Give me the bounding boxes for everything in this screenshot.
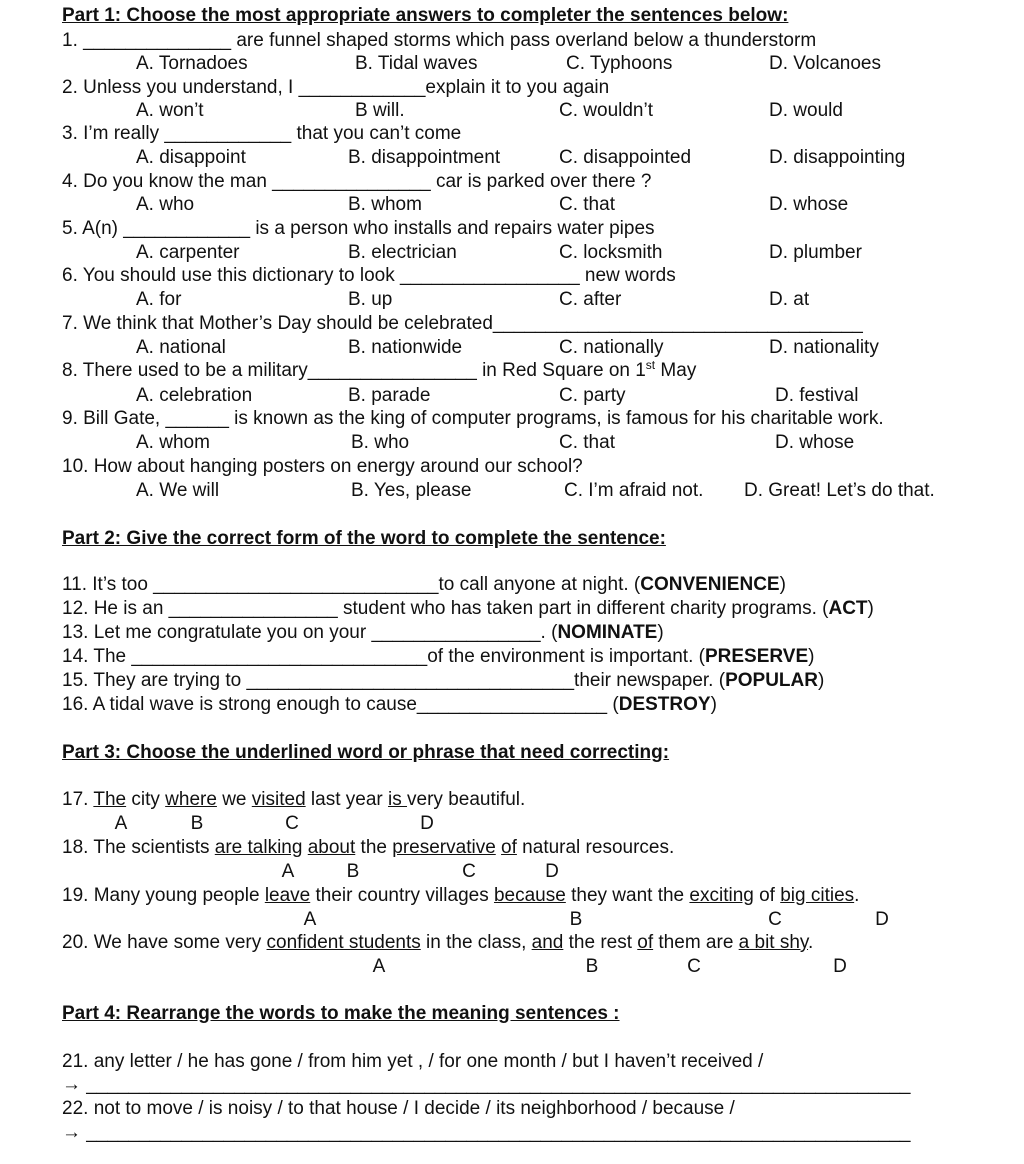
q7-option-c[interactable]: C. nationally	[559, 337, 664, 358]
q3-option-c[interactable]: C. disappointed	[559, 147, 692, 168]
q20-underline-c[interactable]: of	[637, 932, 654, 953]
q20-text-4: .	[808, 932, 814, 953]
q9-option-c[interactable]: C. that	[559, 432, 615, 453]
q11-close: )	[779, 574, 786, 595]
question-18	[62, 838, 674, 857]
q20-underline-a[interactable]: confident students	[266, 932, 421, 953]
q6-option-b[interactable]: B. up	[348, 289, 393, 310]
question-13	[62, 623, 664, 642]
q7-option-a[interactable]: A. national	[136, 337, 226, 358]
q14-root-word: PRESERVE	[704, 646, 809, 667]
q18-text-2: the	[355, 837, 393, 858]
q19-text-1: their country villages	[310, 885, 494, 906]
q1-option-b[interactable]: B. Tidal waves	[355, 53, 478, 74]
q4-option-c[interactable]: C. that	[559, 194, 615, 215]
q17-letter-a: A	[114, 813, 128, 834]
q19-text-4: .	[854, 885, 860, 906]
q18-letter-d: D	[545, 861, 559, 882]
q20-text-1: in the class,	[420, 932, 532, 953]
q19-letter-c: C	[768, 909, 782, 930]
q8-stem-text: 8. There used to be a military________________ in Red Square on 1	[62, 360, 646, 381]
q18-underline-b[interactable]: about	[307, 837, 356, 858]
q17-text-3: last year	[305, 789, 389, 810]
question-10-stem: 10. How about hanging posters on energy around our school?	[62, 456, 583, 477]
question-6-stem: 6. You should use this dictionary to look _________________ new words	[62, 265, 676, 286]
q17-underline-c[interactable]: visited	[251, 789, 306, 810]
q11-root-word: CONVENIENCE	[640, 574, 780, 595]
q20-letter-a: A	[372, 956, 386, 977]
q20-letter-c: C	[687, 956, 701, 977]
q22-blank[interactable]: ______________________________________________________________________________	[86, 1122, 911, 1143]
part2-heading: Part 2: Give the correct form of the word to complete the sentence:	[62, 528, 666, 549]
q18-number: 18. The scientists	[62, 837, 215, 858]
q4-option-b[interactable]: B. whom	[348, 194, 422, 215]
part3-heading: Part 3: Choose the underlined word or phrase that need correcting:	[62, 742, 670, 763]
q4-option-a[interactable]: A. who	[136, 194, 195, 215]
question-14	[62, 647, 814, 666]
q1-option-a[interactable]: A. Tornadoes	[136, 53, 248, 74]
q13-root-word: NOMINATE	[557, 622, 658, 643]
q7-option-d[interactable]: D. nationality	[769, 337, 879, 358]
q21-answer-line[interactable]	[62, 1075, 911, 1094]
q15-close: )	[817, 670, 825, 691]
q19-text-2: they want the	[565, 885, 690, 906]
q3-option-b[interactable]: B. disappointment	[348, 147, 501, 168]
question-7-stem: 7. We think that Mother’s Day should be celebrated___________________________________	[62, 313, 863, 334]
q17-letter-d: D	[420, 813, 434, 834]
q1-option-d[interactable]: D. Volcanoes	[769, 53, 881, 74]
q4-option-d[interactable]: D. whose	[769, 194, 849, 215]
q15-root-word: POPULAR	[725, 670, 818, 691]
question-20	[62, 933, 813, 952]
q22-answer-line[interactable]	[62, 1123, 911, 1142]
q19-underline-c[interactable]: exciting	[689, 885, 754, 906]
q5-option-d[interactable]: D. plumber	[769, 242, 862, 263]
q9-option-d[interactable]: D. whose	[775, 432, 855, 453]
question-5-stem: 5. A(n) ____________ is a person who installs and repairs water pipes	[62, 218, 655, 239]
q10-option-c[interactable]: C. I’m afraid not.	[564, 480, 704, 501]
q6-option-c[interactable]: C. after	[559, 289, 622, 310]
q5-option-c[interactable]: C. locksmith	[559, 242, 663, 263]
q12-text: 12. He is an ________________ student who has taken part in different charity programs. (	[62, 598, 829, 619]
q16-close: )	[710, 694, 717, 715]
q16-root-word: DESTROY	[618, 694, 711, 715]
q20-underline-b[interactable]: and	[531, 932, 564, 953]
q21-blank[interactable]: ______________________________________________________________________________	[86, 1074, 911, 1095]
q6-option-a[interactable]: A. for	[136, 289, 182, 310]
question-2-stem: 2. Unless you understand, I ____________explain it to you again	[62, 77, 610, 98]
q14-close: )	[808, 646, 815, 667]
question-16	[62, 695, 717, 714]
part1-heading: Part 1: Choose the most appropriate answers to completer the sentences below:	[62, 5, 789, 26]
q3-option-d[interactable]: D. disappointing	[769, 147, 906, 168]
question-9-stem: 9. Bill Gate, ______ is known as the king of computer programs, is famous for his charitable work.	[62, 408, 884, 429]
q17-text-1: city	[126, 789, 166, 810]
q3-option-a[interactable]: A. disappoint	[136, 147, 246, 168]
q2-option-c[interactable]: C. wouldn’t	[559, 100, 653, 121]
question-11	[62, 575, 786, 594]
q19-number: 19. Many young people	[62, 885, 265, 906]
question-1-stem: 1. ______________ are funnel shaped storms which pass overland below a thunderstorm	[62, 30, 817, 51]
q17-letter-c: C	[285, 813, 299, 834]
q17-letter-b: B	[190, 813, 204, 834]
q9-option-a[interactable]: A. whom	[136, 432, 210, 453]
question-8-stem	[62, 358, 697, 381]
q8-stem-tail: May	[655, 360, 697, 381]
q2-option-d[interactable]: D. would	[769, 100, 843, 121]
q12-root-word: ACT	[828, 598, 868, 619]
q18-underline-d[interactable]: of	[501, 837, 517, 858]
q17-number: 17.	[62, 789, 94, 810]
q17-underline-a[interactable]: The	[93, 789, 127, 810]
q2-option-a[interactable]: A. won’t	[136, 100, 204, 121]
q8-option-b[interactable]: B. parade	[348, 385, 431, 406]
q17-text-2: we	[216, 789, 252, 810]
q19-letter-a: A	[303, 909, 317, 930]
q7-option-b[interactable]: B. nationwide	[348, 337, 463, 358]
q20-letter-d: D	[833, 956, 847, 977]
q8-option-a[interactable]: A. celebration	[136, 385, 253, 406]
q11-text: 11. It’s too ___________________________to call anyone at night. (	[62, 574, 641, 595]
question-19	[62, 886, 859, 905]
q9-option-b[interactable]: B. who	[351, 432, 410, 453]
q22-arrow-icon: →	[62, 1122, 81, 1143]
q1-option-c[interactable]: C. Typhoons	[566, 53, 673, 74]
q13-text: 13. Let me congratulate you on your ________________. (	[62, 622, 558, 643]
q18-text-4: natural resources.	[516, 837, 675, 858]
q19-letter-b: B	[569, 909, 583, 930]
q15-text: 15. They are trying to _______________________________their newspaper. (	[62, 670, 726, 691]
q10-option-a[interactable]: A. We will	[136, 480, 220, 501]
question-15	[62, 671, 824, 690]
q5-option-a[interactable]: A. carpenter	[136, 242, 240, 263]
q13-close: )	[657, 622, 664, 643]
q18-underline-c[interactable]: preservative	[392, 837, 496, 858]
q8-superscript: st	[645, 358, 656, 372]
q19-letter-d: D	[875, 909, 889, 930]
question-3-stem: 3. I’m really ____________ that you can’t come	[62, 123, 462, 144]
q21-arrow-icon: →	[62, 1074, 81, 1095]
q10-option-b[interactable]: B. Yes, please	[351, 480, 472, 501]
q20-text-3: them are	[653, 932, 739, 953]
q2-option-b[interactable]: B will.	[355, 100, 405, 121]
q16-text: 16. A tidal wave is strong enough to cause__________________ (	[62, 694, 619, 715]
q8-option-d[interactable]: D. festival	[775, 385, 859, 406]
q10-option-d[interactable]: D. Great! Let’s do that.	[744, 480, 935, 501]
q14-text: 14. The ____________________________of the environment is important. (	[62, 646, 705, 667]
q6-option-d[interactable]: D. at	[769, 289, 810, 310]
q20-text-2: the rest	[563, 932, 638, 953]
q18-underline-a[interactable]: are talking	[214, 837, 303, 858]
question-21: 21. any letter / he has gone / from him yet , / for one month / but I haven’t received /	[62, 1051, 764, 1072]
question-17	[62, 790, 525, 809]
q19-underline-d[interactable]: big cities	[780, 885, 855, 906]
q20-number: 20. We have some very	[62, 932, 267, 953]
q20-underline-d[interactable]: a bit shy	[738, 932, 809, 953]
q19-underline-b[interactable]: because	[493, 885, 566, 906]
q17-underline-b[interactable]: where	[165, 789, 217, 810]
q8-option-c[interactable]: C. party	[559, 385, 626, 406]
q19-underline-a[interactable]: leave	[264, 885, 311, 906]
q17-underline-d[interactable]: is	[388, 789, 408, 810]
q20-letter-b: B	[585, 956, 599, 977]
q5-option-b[interactable]: B. electrician	[348, 242, 457, 263]
q17-text-4: very beautiful.	[407, 789, 526, 810]
q19-text-3: of	[753, 885, 781, 906]
question-22: 22. not to move / is noisy / to that house / I decide / its neighborhood / because /	[62, 1098, 735, 1119]
question-4-stem: 4. Do you know the man _______________ car is parked over there ?	[62, 171, 652, 192]
q18-letter-a: A	[281, 861, 295, 882]
q12-close: )	[867, 598, 874, 619]
part4-heading: Part 4: Rearrange the words to make the meaning sentences :	[62, 1003, 620, 1024]
q18-letter-b: B	[346, 861, 360, 882]
q18-letter-c: C	[462, 861, 476, 882]
question-12	[62, 599, 874, 618]
